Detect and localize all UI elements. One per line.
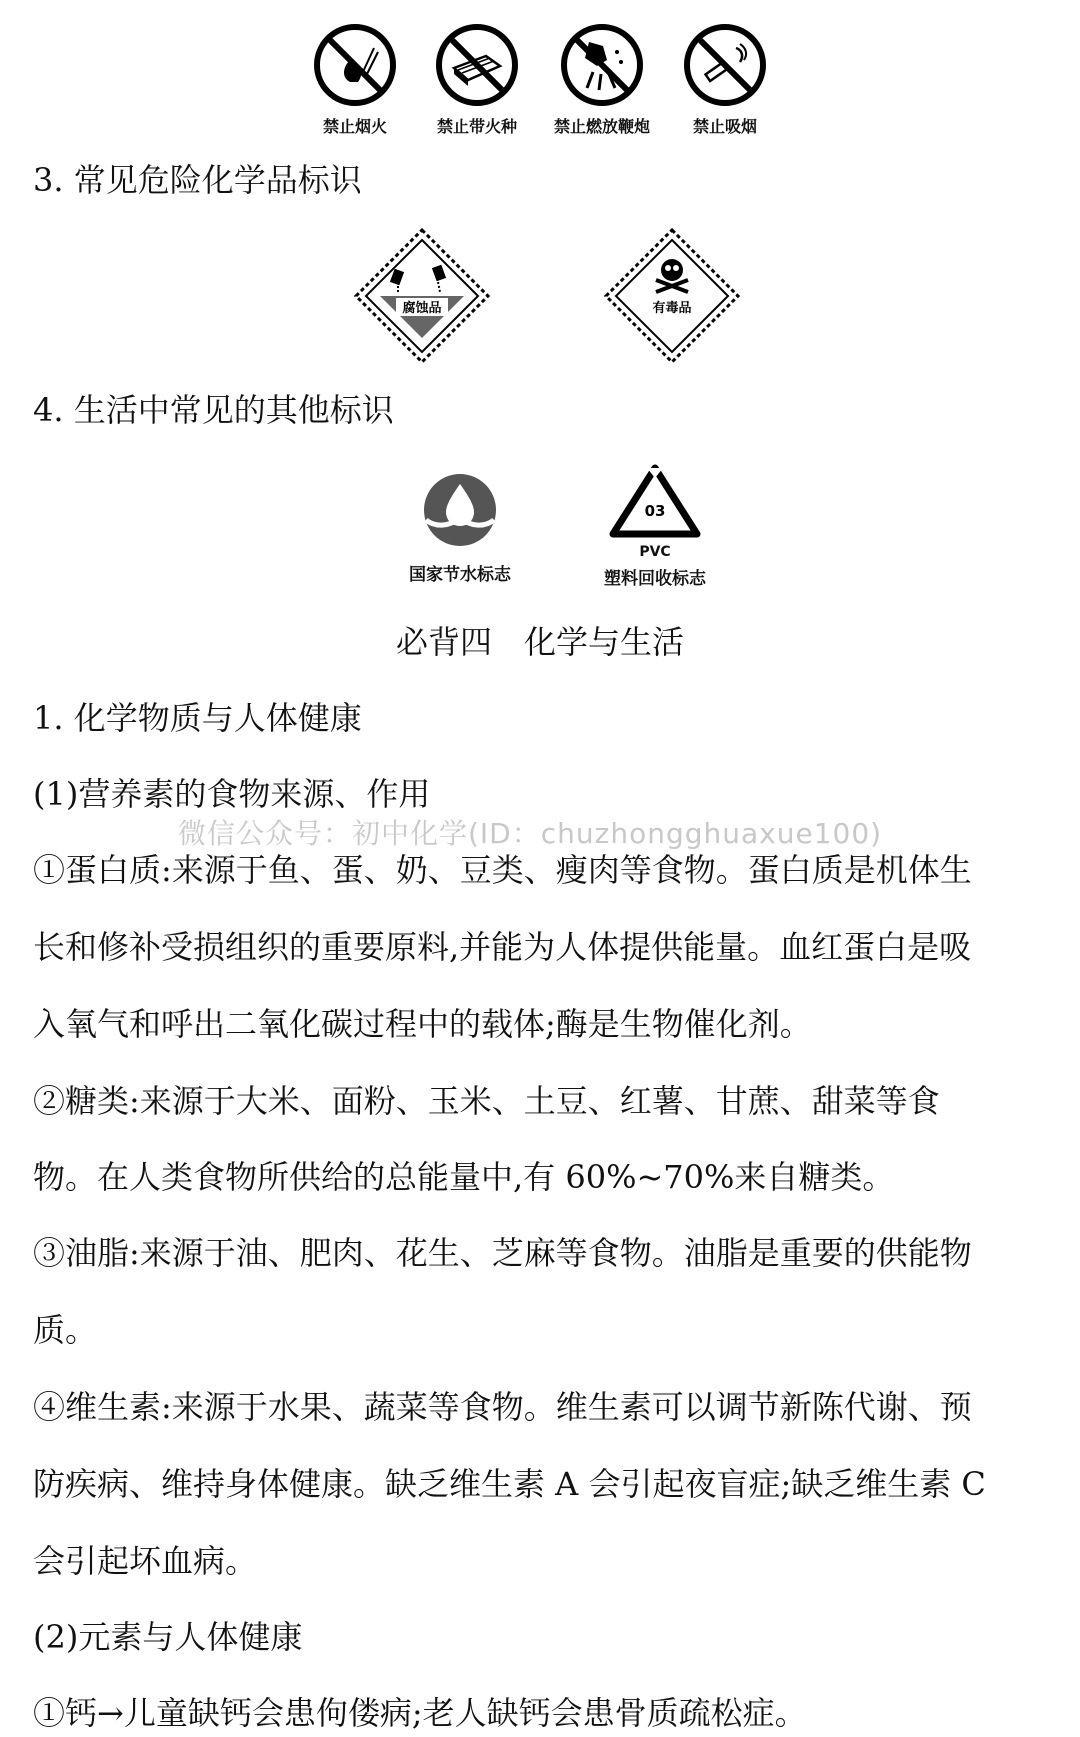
sign-water-saving xyxy=(390,470,530,585)
body-line: ①蛋白质:来源于鱼、蛋、奶、豆类、瘦肉等食物。蛋白质是机体生 xyxy=(33,851,972,889)
matchbox-icon xyxy=(434,22,520,108)
body-line: 长和修补受损组织的重要原料,并能为人体提供能量。血红蛋白是吸 xyxy=(33,928,972,966)
body-subheading-1: (1)营养素的食物来源、作用 xyxy=(33,775,431,813)
firecracker-icon xyxy=(559,22,645,108)
hazard-label: 有毒品 xyxy=(652,301,692,316)
section3-heading: 3. 常见危险化学品标识 xyxy=(33,161,362,199)
chapter-title: 必背四 化学与生活 xyxy=(395,623,684,661)
sign-no-smoking xyxy=(670,22,780,137)
body-line: 物。在人类食物所供给的总能量中,有 60%~70%来自糖类。 xyxy=(33,1158,895,1196)
body-line: ②糖类:来源于大米、面粉、玉米、土豆、红薯、甘蔗、甜菜等食 xyxy=(33,1082,940,1120)
recycle-material: PVC xyxy=(639,544,671,560)
sign-no-fire xyxy=(300,22,410,137)
sign-recycle xyxy=(585,464,725,589)
sign-label: 禁止带火种 xyxy=(436,117,517,136)
body-line: 防疾病、维持身体健康。缺乏维生素 A 会引起夜盲症;缺乏维生素 C xyxy=(33,1465,986,1503)
hazard-sign-corrosive xyxy=(352,226,492,370)
sign-label: 禁止吸烟 xyxy=(692,117,757,136)
water-saving-label: 国家节水标志 xyxy=(409,565,511,585)
sign-label: 禁止烟火 xyxy=(322,117,387,136)
body-line: ③油脂:来源于油、肥肉、花生、芝麻等食物。油脂是重要的供能物 xyxy=(33,1234,972,1272)
body-line: ④维生素:来源于水果、蔬菜等食物。维生素可以调节新陈代谢、预 xyxy=(33,1388,972,1426)
sign-no-firecrackers xyxy=(547,22,657,137)
body-line: 会引起坏血病。 xyxy=(33,1542,258,1580)
skull-crossbones-icon xyxy=(602,226,742,366)
body-line: 入氧气和呼出二氧化碳过程中的载体;酶是生物催化剂。 xyxy=(33,1005,812,1043)
recycle-label: 塑料回收标志 xyxy=(604,569,706,589)
body-subheading-2: (2)元素与人体健康 xyxy=(33,1618,303,1656)
hazard-label: 腐蚀品 xyxy=(402,301,442,316)
hazard-sign-toxic xyxy=(602,226,742,370)
sign-no-kindling xyxy=(422,22,532,137)
water-saving-icon xyxy=(420,470,500,550)
body-line: 质。 xyxy=(33,1311,98,1349)
section4-heading: 4. 生活中常见的其他标识 xyxy=(33,391,394,429)
cigarette-icon xyxy=(682,22,768,108)
fire-icon xyxy=(312,22,398,108)
body-heading-1: 1. 化学物质与人体健康 xyxy=(33,699,362,737)
recycle-code: 03 xyxy=(644,502,666,520)
corrosive-icon xyxy=(352,226,492,366)
sign-label: 禁止燃放鞭炮 xyxy=(553,117,650,136)
watermark: 微信公众号：初中化学(ID：chuzhongghuaxue100) xyxy=(178,817,883,850)
body-line-last: ①钙→儿童缺钙会患佝偻病;老人缺钙会患骨质疏松症。 xyxy=(33,1694,807,1732)
recycle-icon xyxy=(607,464,703,540)
prohibition-signs xyxy=(300,22,800,142)
